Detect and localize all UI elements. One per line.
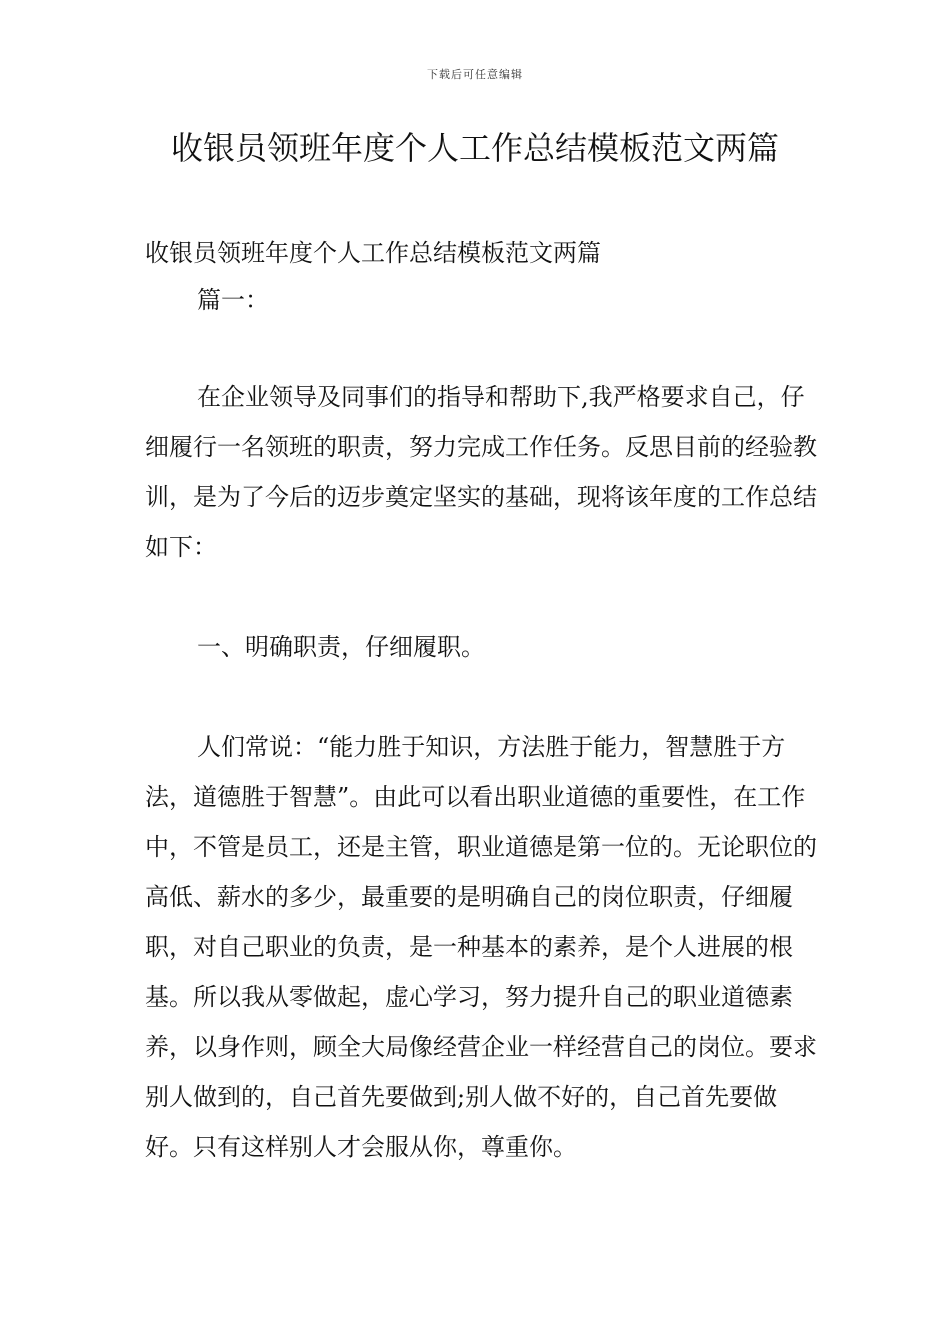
section-label: 篇一：: [197, 286, 269, 314]
header-note: 下载后可任意编辑: [427, 68, 523, 81]
paragraph-intro: 在企业领导及同事们的指导和帮助下,我严格要求自己，仔细履行一名领班的职责，努力完成工作任务。反思目前的经验教训，是为了今后的迈步奠定坚实的基础，现将该年度的工作总结如下：: [145, 383, 817, 561]
paragraph-body: 人们常说：“能力胜于知识，方法胜于能力，智慧胜于方法，道德胜于智慧”。由此可以看出职业道德的重要性，在工作中，不管是员工，还是主管，职业道德是第一位的。无论职位的高低、薪水的多少，最重要的是明确自己的岗位职责，仔细履职，对自己职业的负责，是一种基本的素养，是个人进展的根基。所以我从零做起，虚心学习，努力提升自己的职业道德素养，以身作则，顾全大局像经营企业一样经营自己的岗位。要求别人做到的，自己首先要做到;别人做不好的，自己首先要做好。只有这样别人才会服从你，尊重你。: [145, 733, 817, 1161]
document-subtitle: 收银员领班年度个人工作总结模板范文两篇: [145, 239, 601, 267]
document-title: 收银员领班年度个人工作总结模板范文两篇: [170, 129, 779, 167]
section-heading-1: 一、明确职责，仔细履职。: [197, 633, 485, 661]
